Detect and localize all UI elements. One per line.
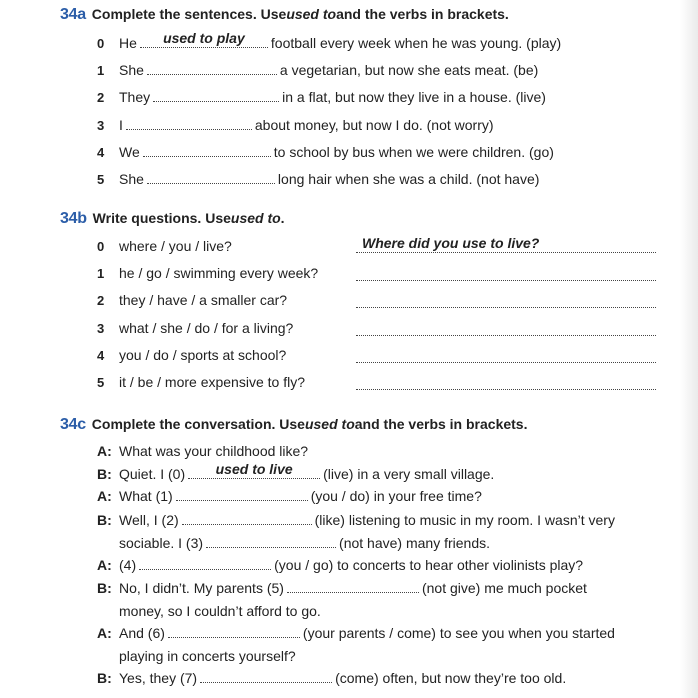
dialogue-line-4 xyxy=(97,512,615,528)
sentence-end: long hair when she was a child. (not have) xyxy=(277,171,540,187)
section-number: 34b xyxy=(60,210,87,227)
answer-blank[interactable] xyxy=(188,461,320,479)
section-title-pre: Write questions. Use xyxy=(92,210,231,226)
item-34a-4 xyxy=(97,144,554,160)
section-34c-heading xyxy=(60,416,527,434)
item-number: 2 xyxy=(97,293,105,308)
answer-blank[interactable] xyxy=(139,557,271,570)
dialogue-post: (not have) many friends. xyxy=(339,535,491,551)
answer-line-34b-0[interactable] xyxy=(356,236,656,253)
question-prompt: they / have / a smaller car? xyxy=(119,292,288,308)
section-number: 34c xyxy=(60,416,86,433)
item-34b-3 xyxy=(97,320,293,336)
speaker-label: A: xyxy=(97,488,112,504)
speaker-label: A: xyxy=(97,557,112,573)
dialogue-line-10 xyxy=(119,648,296,664)
answer-line-34b-5[interactable] xyxy=(356,373,656,390)
answer-blank[interactable] xyxy=(182,512,312,525)
section-title-post: and the verbs in brackets. xyxy=(336,6,509,22)
answer-blank[interactable] xyxy=(143,144,271,157)
dialogue-post: (live) in a very small village. xyxy=(323,466,495,482)
page-edge-shadow xyxy=(680,0,698,698)
dialogue-post: (not give) me much pocket xyxy=(421,580,587,596)
dialogue-line-11 xyxy=(97,670,566,686)
dialogue-line-8 xyxy=(119,603,321,619)
dialogue-post: (like) listening to music in my room. I wasn’t very xyxy=(314,512,615,528)
dialogue-text: What was your childhood like? xyxy=(119,443,309,459)
sentence-start: He xyxy=(119,35,137,51)
item-number: 3 xyxy=(97,321,105,336)
item-34b-2 xyxy=(97,292,287,308)
item-number: 1 xyxy=(97,266,105,281)
speaker-label: A: xyxy=(97,443,112,459)
dialogue-pre: sociable. I (3) xyxy=(119,535,204,551)
item-34b-5 xyxy=(97,374,305,390)
dialogue-pre: And (6) xyxy=(119,625,165,641)
section-title-pre: Complete the conversation. Use xyxy=(91,416,305,432)
dialogue-line-7 xyxy=(97,580,587,596)
item-34a-5 xyxy=(97,171,539,187)
dialogue-line-2 xyxy=(97,461,495,482)
speaker-label: B: xyxy=(97,512,112,528)
dialogue-pre: Quiet. I (0) xyxy=(119,466,186,482)
answer-blank[interactable] xyxy=(287,580,419,593)
sentence-end: to school by bus when we were children. (go) xyxy=(273,144,554,160)
dialogue-pre: No, I didn’t. My parents (5) xyxy=(119,580,284,596)
item-34a-1 xyxy=(97,62,538,78)
sentence-start: She xyxy=(119,171,144,187)
dialogue-post: (you / go) to concerts to hear other violinists play? xyxy=(274,557,584,573)
question-prompt: it / be / more expensive to fly? xyxy=(119,374,305,390)
item-34a-0 xyxy=(97,30,562,51)
speaker-label: B: xyxy=(97,466,112,482)
example-answer: Where did you use to live? xyxy=(362,235,540,251)
sentence-start: They xyxy=(119,89,151,105)
dialogue-post: (you / do) in your free time? xyxy=(310,488,482,504)
sentence-end: a vegetarian, but now she eats meat. (be) xyxy=(279,62,539,78)
item-number: 1 xyxy=(97,63,105,78)
dialogue-pre: Yes, they (7) xyxy=(119,670,198,686)
item-34b-4 xyxy=(97,347,286,363)
sentence-end: about money, but now I do. (not worry) xyxy=(254,117,494,133)
dialogue-pre: (4) xyxy=(119,557,137,573)
dialogue-line-1 xyxy=(97,443,308,459)
section-title-em: used to xyxy=(286,6,337,22)
section-title-post: and the verbs in brackets. xyxy=(354,416,528,432)
item-number: 3 xyxy=(97,118,105,133)
item-number: 4 xyxy=(97,145,105,160)
answer-line-34b-1[interactable] xyxy=(356,264,656,281)
example-answer: used to live xyxy=(215,461,293,477)
question-prompt: where / you / live? xyxy=(119,238,232,254)
answer-blank[interactable] xyxy=(126,117,252,130)
answer-blank[interactable] xyxy=(176,488,308,501)
item-34b-1 xyxy=(97,265,318,281)
answer-blank[interactable] xyxy=(200,670,332,683)
section-title-post: . xyxy=(280,210,285,226)
question-prompt: what / she / do / for a living? xyxy=(119,320,294,336)
dialogue-line-3 xyxy=(97,488,482,504)
sentence-end: in a flat, but now they live in a house. (live) xyxy=(282,89,546,105)
item-34a-2 xyxy=(97,89,546,105)
example-answer: used to play xyxy=(163,30,245,46)
item-number: 2 xyxy=(97,90,105,105)
answer-line-34b-4[interactable] xyxy=(356,346,656,363)
item-number: 0 xyxy=(97,239,105,254)
answer-blank[interactable] xyxy=(153,89,279,102)
answer-line-34b-3[interactable] xyxy=(356,319,656,336)
speaker-label: A: xyxy=(97,625,112,641)
dialogue-text: playing in concerts yourself? xyxy=(119,648,296,664)
sentence-start: I xyxy=(119,117,123,133)
dialogue-post: (come) often, but now they’re too old. xyxy=(335,670,567,686)
answer-blank[interactable] xyxy=(147,62,277,75)
dialogue-line-6 xyxy=(97,557,583,573)
sentence-start: She xyxy=(119,62,144,78)
item-number: 4 xyxy=(97,348,105,363)
sentence-start: We xyxy=(119,144,140,160)
section-34b-heading xyxy=(60,210,285,228)
section-title-pre: Complete the sentences. Use xyxy=(91,6,287,22)
section-number: 34a xyxy=(60,6,86,23)
item-34b-0 xyxy=(97,238,232,254)
dialogue-line-9 xyxy=(97,625,615,641)
answer-blank[interactable] xyxy=(147,171,275,184)
answer-blank[interactable] xyxy=(206,535,336,548)
item-number: 0 xyxy=(97,36,105,51)
question-prompt: he / go / swimming every week? xyxy=(119,265,319,281)
sentence-end: football every week when he was young. (play) xyxy=(270,35,562,51)
speaker-label: B: xyxy=(97,670,112,686)
speaker-label: B: xyxy=(97,580,112,596)
answer-line-34b-2[interactable] xyxy=(356,291,656,308)
item-number: 5 xyxy=(97,172,105,187)
answer-blank[interactable] xyxy=(140,30,268,48)
dialogue-post: (your parents / come) to see you when you started xyxy=(302,625,615,641)
dialogue-line-5 xyxy=(119,535,490,551)
dialogue-text: money, so I couldn’t afford to go. xyxy=(119,603,321,619)
section-title-em: used to xyxy=(230,210,281,226)
section-34a-heading xyxy=(60,6,509,24)
dialogue-pre: What (1) xyxy=(119,488,173,504)
item-34a-3 xyxy=(97,117,494,133)
dialogue-pre: Well, I (2) xyxy=(119,512,179,528)
item-number: 5 xyxy=(97,375,105,390)
section-title-em: used to xyxy=(304,416,355,432)
answer-blank[interactable] xyxy=(168,625,300,638)
question-prompt: you / do / sports at school? xyxy=(119,347,287,363)
